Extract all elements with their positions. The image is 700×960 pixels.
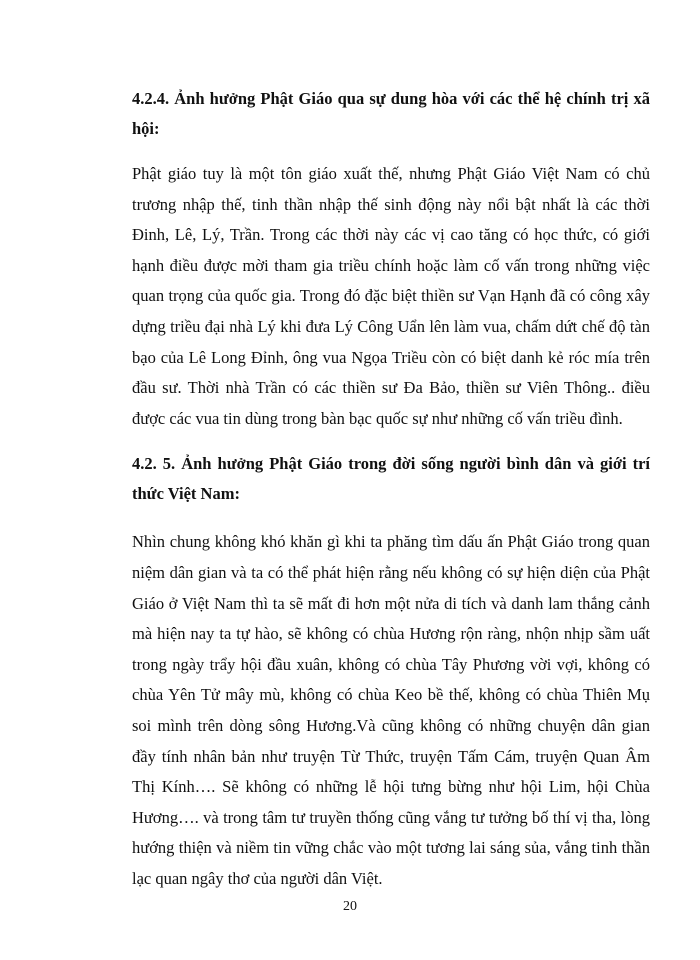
page-body [132, 84, 650, 894]
section-paragraph-4-2-4: Phật giáo tuy là một tôn giáo xuất thế, nhưng Phật Giáo Việt Nam có chủ trương nhập thế, tinh thần nhập thế sinh động này nổi bật nhất là các thời Đinh, Lê, Lý, Trần. Trong các thời này các vị cao tăng có học thức, có giới hạnh điều được mời tham gia triều chính hoặc làm cố vấn trong những việc quan trọng của quốc gia. Trong đó đặc biệt thiền sư Vạn Hạnh đã có công xây dựng triều đại nhà Lý khi đưa Lý Công Uẩn lên làm vua, chấm dứt chế độ tàn bạo của Lê Long Đỉnh, ông vua Ngọa Triều còn có biệt danh kẻ róc mía trên đầu sư. Thời nhà Trần có các thiền sư Đa Bảo, thiền sư Viên Thông.. điều được các vua tin dùng trong bàn bạc quốc sự như những cố vấn triều đình. [132, 164, 650, 428]
section-paragraph-4-2-5: Nhìn chung không khó khăn gì khi ta phăng tìm dấu ấn Phật Giáo trong quan niệm dân gian và ta có thể phát hiện rằng nếu không có sự hiện diện của Phật Giáo ở Việt Nam thì ta sẽ mất đi hơn một nửa di tích và danh lam thắng cảnh mà hiện nay ta tự hào, sẽ không có chùa Hương rộn ràng, nhộn nhịp sầm uất trong ngày trẩy hội đầu xuân, không có chùa Tây Phương vời vợi, không có chùa Yên Tử mây mù, không có chùa Keo bề thế, không có chùa Thiên Mụ soi mình trên dòng sông Hương.Và cũng không có những chuyện dân gian đầy tính nhân bản như truyện Từ Thức, truyện Tấm Cám, truyện Quan Âm Thị Kính…. Sẽ không có những lễ hội tưng bừng như hội Lim, hội Chùa Hương…. và trong tâm tư truyền thống cũng vắng tư tưởng bố thí vị tha, lòng hướng thiện và niềm tin vững chắc vào một tương lai sáng sủa, vắng tinh thần lạc quan ngây thơ của người dân Việt. [132, 532, 650, 888]
section-heading-4-2-4: 4.2.4. Ảnh hưởng Phật Giáo qua sự dung hòa với các thể hệ chính trị xã hội: [132, 89, 650, 138]
page-number: 20 [343, 899, 357, 914]
section-heading-4-2-5: 4.2. 5. Ảnh hưởng Phật Giáo trong đời sống người bình dân và giới trí thức Việt Nam: [132, 454, 650, 504]
